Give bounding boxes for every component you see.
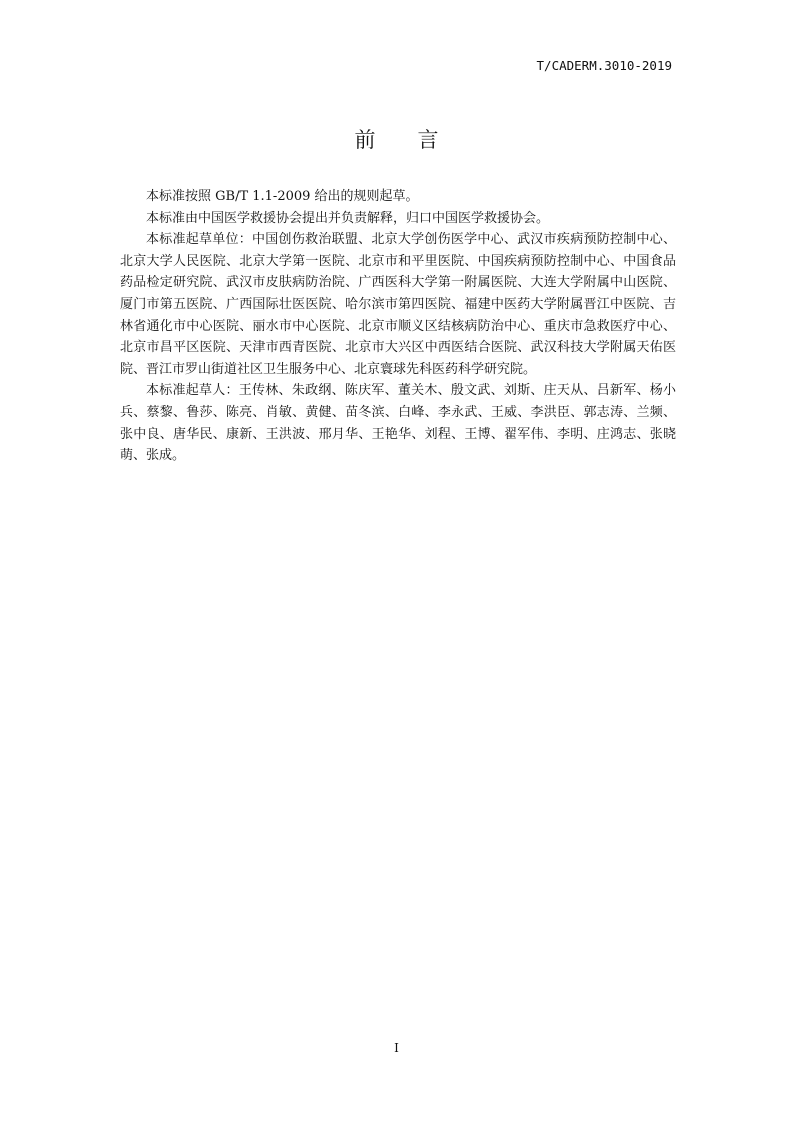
- paragraph-drafters: 本标准起草人：王传林、朱政纲、陈庆军、董关木、殷文武、刘斯、庄天从、吕新军、杨小兵、蔡黎、鲁莎、陈亮、肖敏、黄健、苗冬滨、白峰、李永武、王威、李洪臣、郭志涛、兰频、张中良、唐华民、康新、王洪波、邢月华、王艳华、刘程、王博、翟军伟、李明、庄鸿志、张晓萌、张成。: [120, 383, 676, 464]
- paragraph-drafting-rules: 本标准按照 GB/T 1.1-2009 给出的规则起草。: [146, 189, 419, 204]
- page-title: [0, 124, 793, 154]
- title-char-1: 前: [354, 128, 376, 152]
- title-char-2: 言: [417, 128, 439, 152]
- page-number: I: [394, 1041, 399, 1055]
- foreword-body: [120, 186, 676, 467]
- paragraph-proposer: 本标准由中国医学救援协会提出并负责解释，归口中国医学救援协会。: [146, 210, 550, 226]
- document-code: T/CADERM.3010-2019: [536, 58, 672, 73]
- paragraph-drafting-units: 本标准起草单位：中国创伤救治联盟、北京大学创伤医学中心、武汉市疾病预防控制中心、北京大学人民医院、北京大学第一医院、北京市和平里医院、中国疾病预防控制中心、中国食品药品检定研究院、武汉市皮肤病防治院、广西医科大学第一附属医院、大连大学附属中山医院、厦门市第五医院、广西国际壮医医院、哈尔滨市第四医院、福建中医药大学附属晋江中医院、吉林省通化市中心医院、丽水市中心医院、北京市顺义区结核病防治中心、重庆市急救医疗中心、北京市昌平区医院、天津市西青医院、北京市大兴区中西医结合医院、武汉科技大学附属天佑医院、晋江市罗山街道社区卫生服务中心、北京寰球先科医药科学研究院。: [120, 232, 676, 377]
